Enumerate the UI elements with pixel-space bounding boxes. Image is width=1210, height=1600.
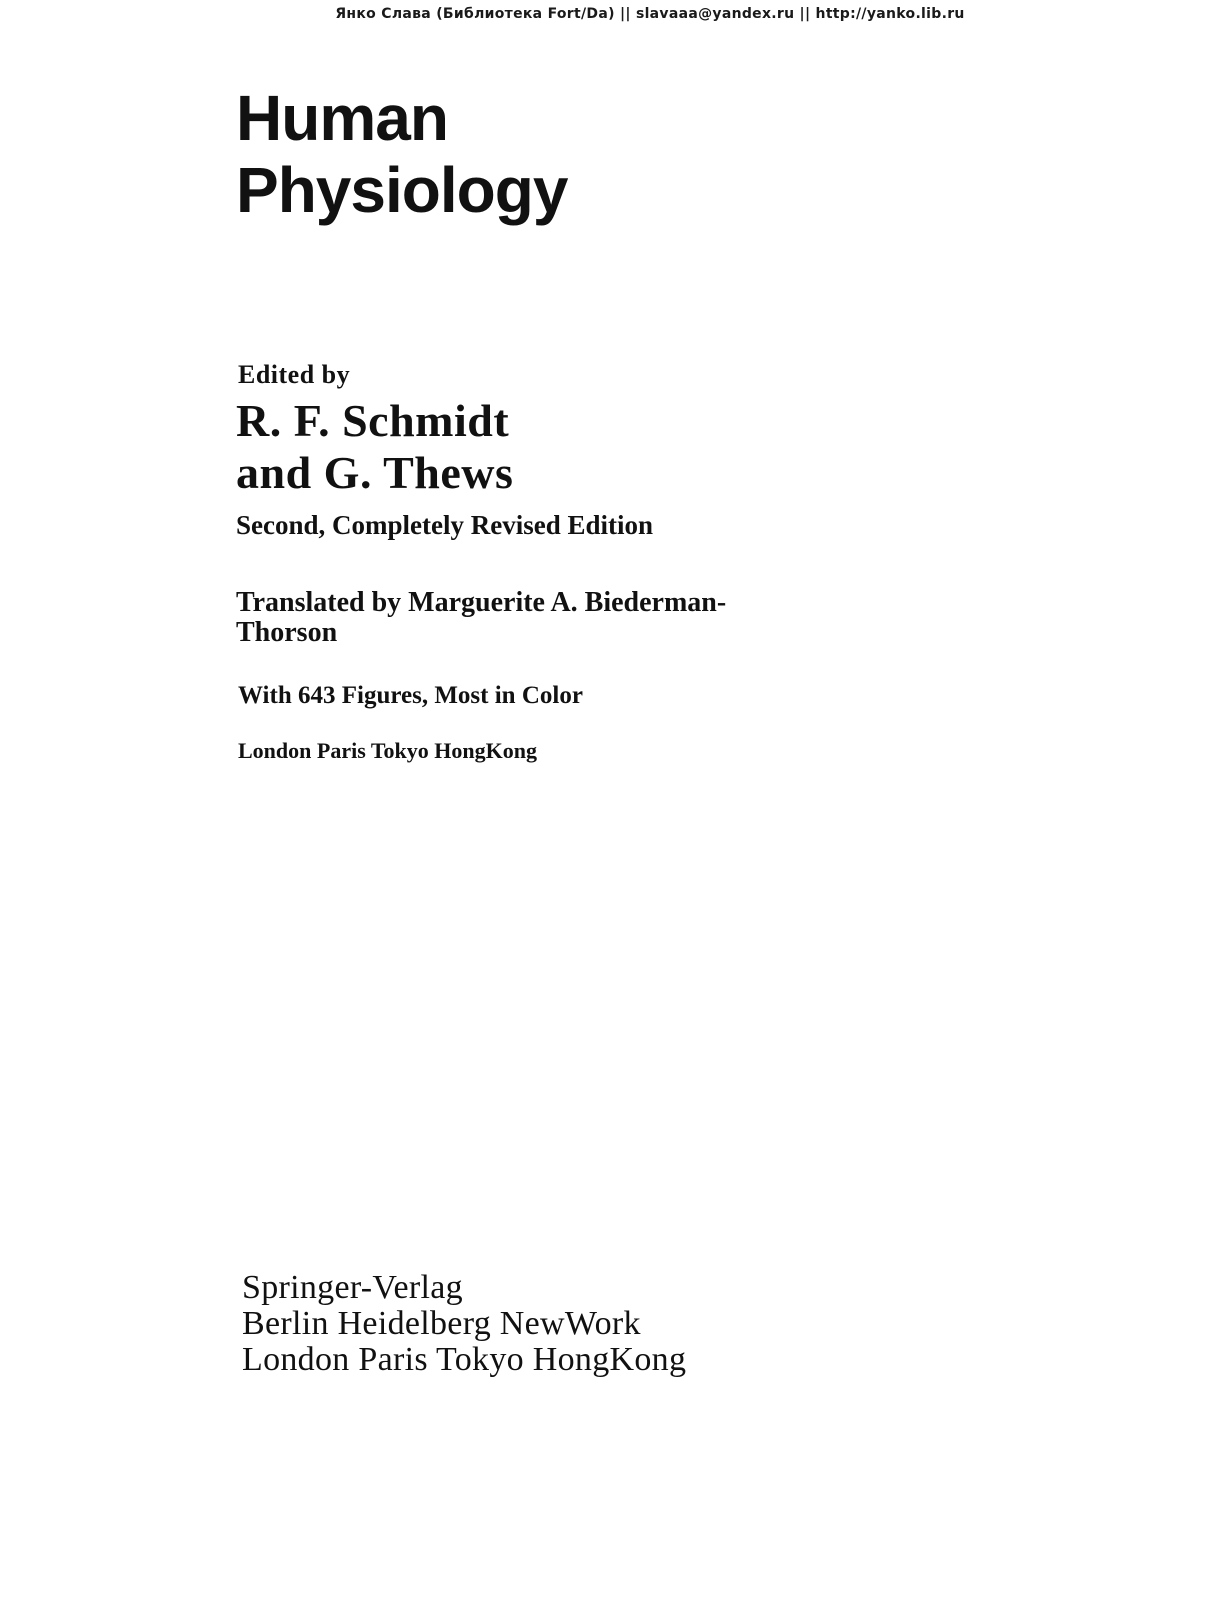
library-watermark: Янко Слава (Библиотека Fort/Da) || slavaaa@yandex.ru || http://yanko.lib.ru — [335, 6, 965, 22]
book-title-line-1: Human — [236, 82, 448, 154]
translator-credit: Translated by Marguerite A. Biederman-Thorson — [236, 587, 727, 648]
cities-list: London Paris Tokyo HongKong — [238, 738, 537, 763]
book-title — [236, 82, 567, 226]
book-title-line-2: Physiology — [236, 154, 568, 226]
publisher-cities-line-2: London Paris Tokyo HongKong — [242, 1341, 687, 1378]
publisher-cities-line-1: Berlin Heidelberg NewWork — [242, 1305, 641, 1342]
editors — [236, 395, 513, 499]
figures-note: With 643 Figures, Most in Color — [238, 682, 583, 709]
publisher-imprint — [242, 1270, 686, 1378]
edited-by-label: Edited by — [238, 360, 351, 389]
editor-line-2: and G. Thews — [236, 447, 514, 498]
publisher-name: Springer-Verlag — [242, 1269, 463, 1306]
edition-statement: Second, Completely Revised Edition — [236, 510, 654, 540]
editor-line-1: R. F. Schmidt — [236, 395, 510, 446]
